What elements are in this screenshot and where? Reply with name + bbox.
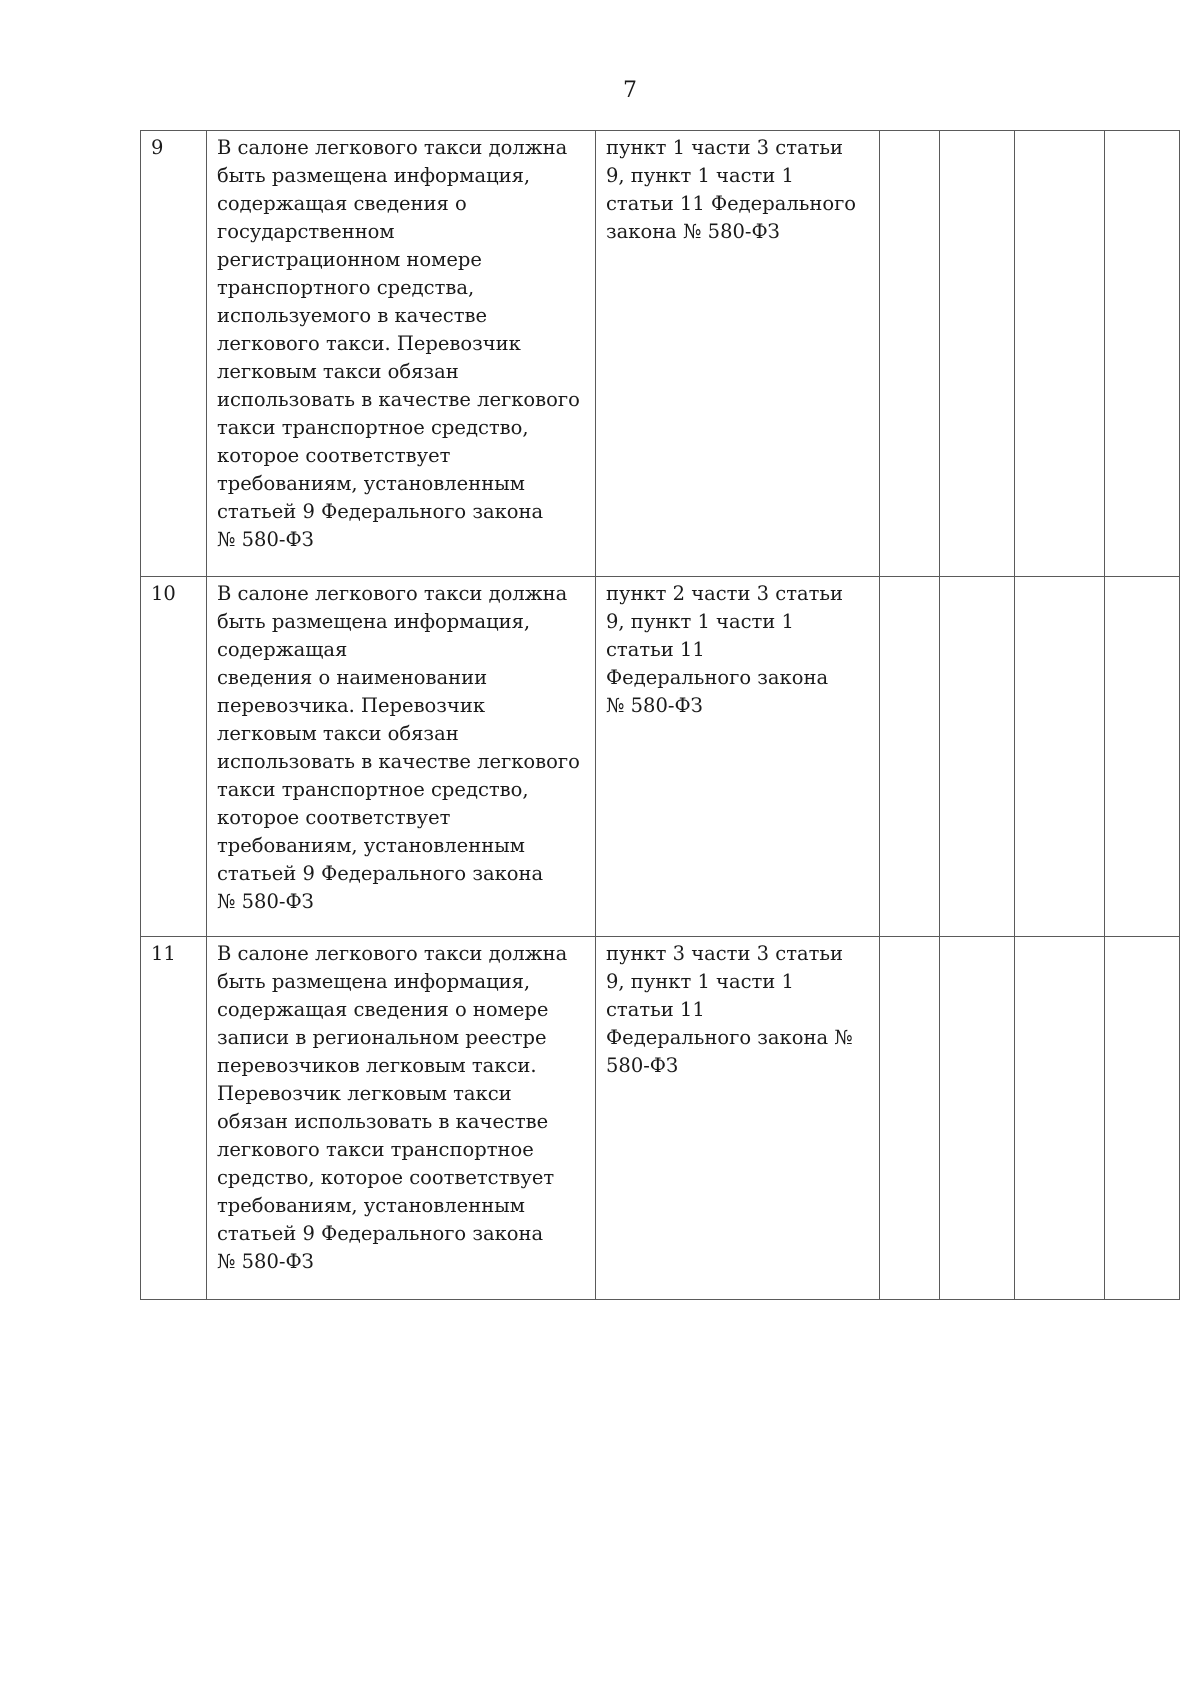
empty-cell — [940, 131, 1015, 577]
table-row — [141, 131, 1180, 577]
table-row — [141, 937, 1180, 1300]
row-number: 9 — [141, 131, 207, 577]
legal-reference-cell: пункт 1 части 3 статьи 9, пункт 1 части 1 статьи 11 Федерального закона № 580-ФЗ — [596, 131, 880, 577]
requirement-cell: В салоне легкового такси должна быть размещена информация, содержащая сведения о государственном регистрационном номере транспортного средства, используемого в качестве легкового такси. Перевозчик легковым такси обязан использовать в качестве легкового такси транспортное средство, которое соответствует требованиям, установленным статьей 9 Федерального закона № 580-ФЗ — [207, 131, 596, 577]
empty-cell — [1015, 131, 1105, 577]
empty-cell — [940, 937, 1015, 1300]
empty-cell — [880, 577, 940, 937]
empty-cell — [1015, 577, 1105, 937]
table-row — [141, 577, 1180, 937]
empty-cell — [1105, 131, 1180, 577]
empty-cell — [880, 131, 940, 577]
empty-cell — [1105, 937, 1180, 1300]
empty-cell — [1015, 937, 1105, 1300]
requirement-cell: В салоне легкового такси должна быть размещена информация, содержащая сведения о наименовании перевозчика. Перевозчик легковым такси обязан использовать в качестве легкового такси транспортное средство, которое соответствует требованиям, установленным статьей 9 Федерального закона № 580-ФЗ — [207, 577, 596, 937]
empty-cell — [1105, 577, 1180, 937]
legal-reference-cell: пункт 2 части 3 статьи 9, пункт 1 части 1 статьи 11 Федерального закона № 580-ФЗ — [596, 577, 880, 937]
row-number: 11 — [141, 937, 207, 1300]
empty-cell — [940, 577, 1015, 937]
row-number: 10 — [141, 577, 207, 937]
checklist-table — [140, 130, 1180, 1300]
empty-cell — [880, 937, 940, 1300]
page-number: 7 — [623, 78, 637, 103]
requirement-cell: В салоне легкового такси должна быть размещена информация, содержащая сведения о номере записи в региональном реестре перевозчиков легковым такси. Перевозчик легковым такси обязан использовать в качестве легкового такси транспортное средство, которое соответствует требованиям, установленным статьей 9 Федерального закона № 580-ФЗ — [207, 937, 596, 1300]
legal-reference-cell: пункт 3 части 3 статьи 9, пункт 1 части 1 статьи 11 Федерального закона № 580-ФЗ — [596, 937, 880, 1300]
